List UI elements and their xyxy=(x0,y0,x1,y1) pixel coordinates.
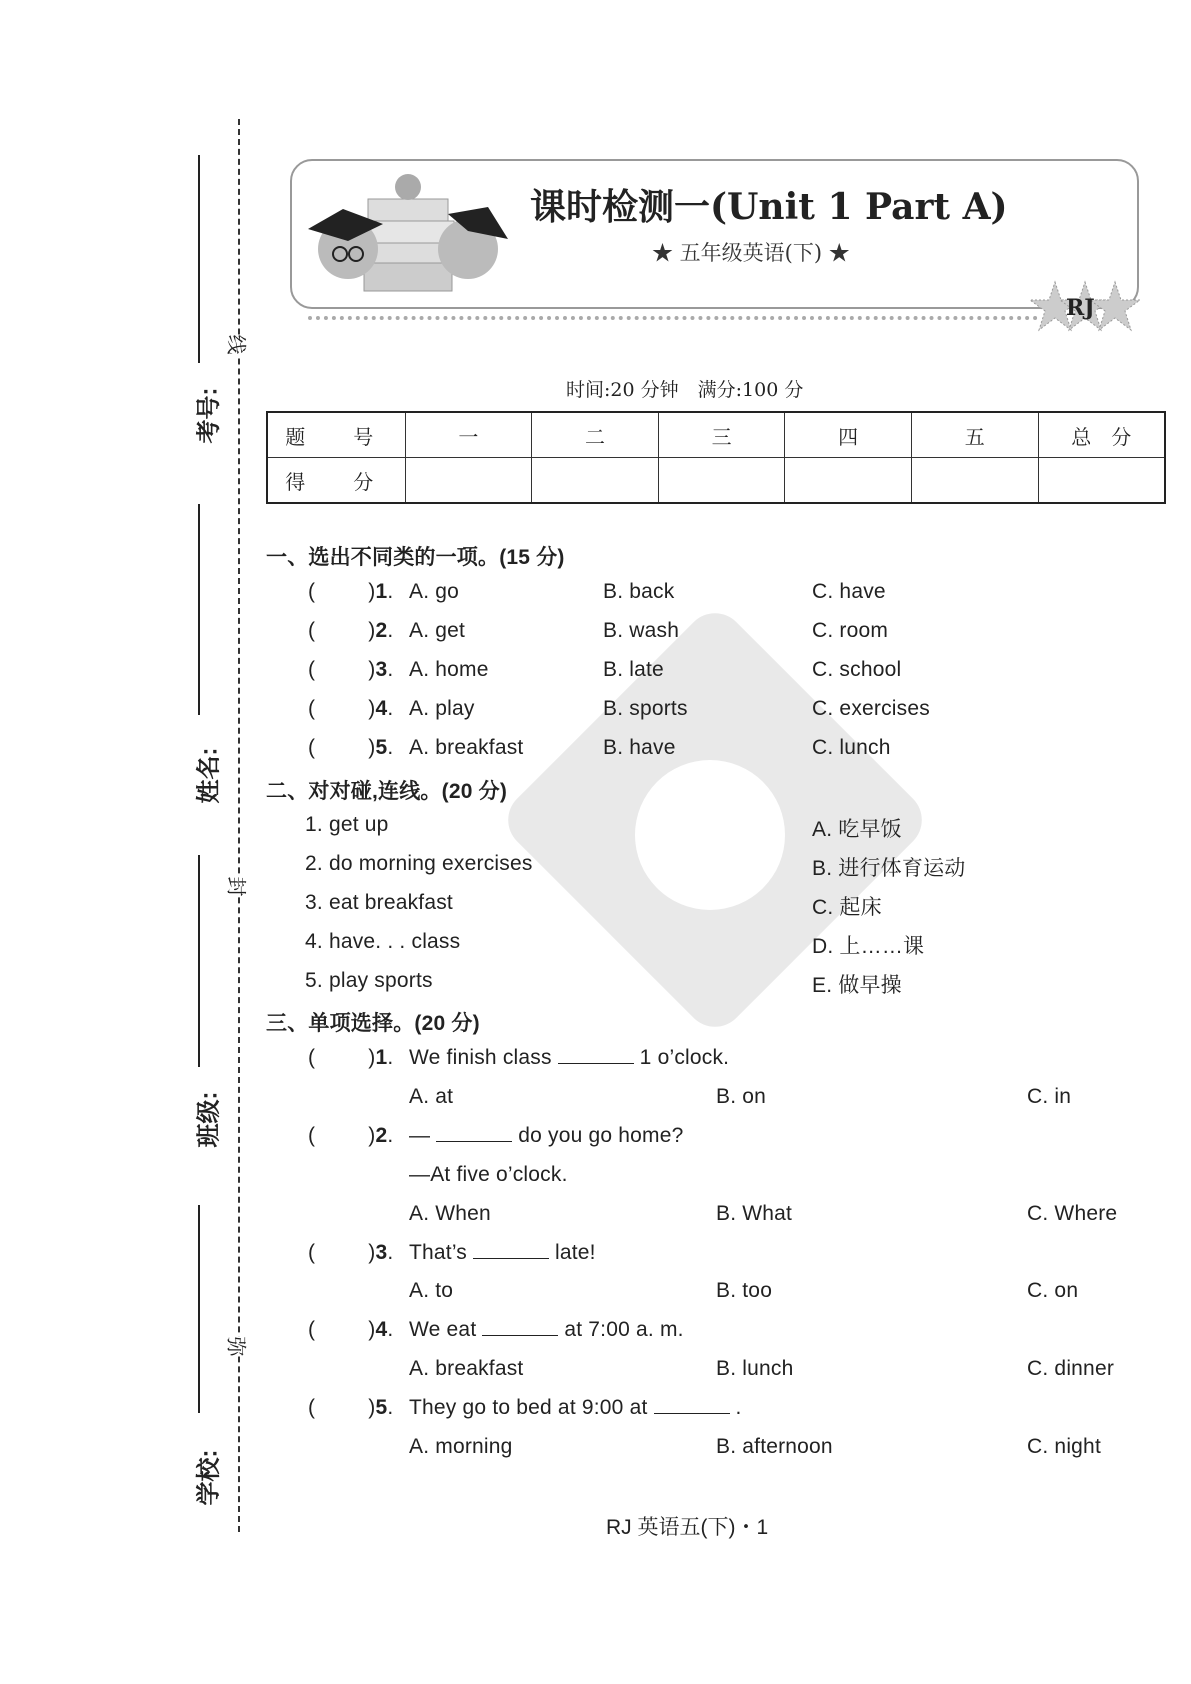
class-line[interactable] xyxy=(198,855,200,1067)
answer-bracket[interactable]: ( )3. xyxy=(308,658,394,681)
watermark-hole xyxy=(635,760,785,910)
score-cell[interactable] xyxy=(405,458,532,504)
option-a: A. breakfast xyxy=(409,1357,524,1380)
option-c: C. lunch xyxy=(812,736,891,759)
score-cell[interactable] xyxy=(785,458,912,504)
option-b: B. on xyxy=(716,1085,767,1108)
question-text xyxy=(409,1124,684,1148)
match-right-item: E. 做早操 xyxy=(812,974,902,997)
time-score-info: 时间:20 分钟 满分:100 分 xyxy=(566,379,804,401)
header-cell: 总 分 xyxy=(1038,412,1165,458)
question-number: 2 xyxy=(375,619,388,642)
option-c: C. Where xyxy=(1027,1202,1118,1225)
answer-blank[interactable] xyxy=(482,1318,558,1336)
option-a: A. breakfast xyxy=(409,736,524,759)
question-number: 1 xyxy=(375,580,388,603)
header-cell: 四 xyxy=(785,412,912,458)
option-c: C. on xyxy=(1027,1279,1079,1302)
dotted-divider xyxy=(308,316,1038,320)
question-number: 3 xyxy=(375,1241,388,1264)
score-table xyxy=(266,411,1166,504)
question-stem-end: late! xyxy=(555,1241,596,1264)
option-c: C. room xyxy=(812,619,889,642)
option-a: A. home xyxy=(409,658,489,681)
option-a: A. go xyxy=(409,580,460,603)
section-1-title: 一、选出不同类的一项。(15 分) xyxy=(266,546,565,569)
question-number: 4 xyxy=(375,697,388,720)
option-b: B. too xyxy=(716,1279,773,1302)
section-2-title: 二、对对碰,连线。(20 分) xyxy=(266,780,508,803)
option-b: B. have xyxy=(603,736,676,759)
answer-bracket[interactable]: ( )1. xyxy=(308,580,394,603)
seal-dashed-line xyxy=(238,119,240,1532)
answer-blank[interactable] xyxy=(654,1396,730,1414)
answer-blank[interactable] xyxy=(473,1241,549,1259)
match-right-item: D. 上……课 xyxy=(812,935,925,958)
option-b: B. sports xyxy=(603,697,688,720)
question-stem-end: at 7:00 a. m. xyxy=(564,1318,684,1341)
option-c: C. in xyxy=(1027,1085,1072,1108)
match-left-item: 5. play sports xyxy=(305,969,433,992)
answer-bracket[interactable]: ( )5. xyxy=(308,736,394,759)
header-cell: 五 xyxy=(911,412,1038,458)
question-number: 5 xyxy=(375,1396,388,1419)
question-text xyxy=(409,1241,596,1265)
option-a: A. at xyxy=(409,1085,454,1108)
option-b: B. afternoon xyxy=(716,1435,833,1458)
option-c: C. night xyxy=(1027,1435,1101,1458)
question-stem: We finish class xyxy=(409,1046,552,1069)
option-a: A. get xyxy=(409,619,466,642)
header-cell: 三 xyxy=(658,412,785,458)
seal-char: 线 xyxy=(224,335,253,355)
title-banner xyxy=(290,159,1139,309)
answer-bracket[interactable]: ( )4. xyxy=(308,1318,394,1341)
page-footer: RJ 英语五(下)・1 xyxy=(606,1516,769,1539)
school-line[interactable] xyxy=(198,1205,200,1413)
option-b: B. wash xyxy=(603,619,680,642)
match-right-item: B. 进行体育运动 xyxy=(812,857,966,880)
question-stem: That’s xyxy=(409,1241,468,1264)
answer-bracket[interactable]: ( )3. xyxy=(308,1241,394,1264)
question-stem: — xyxy=(409,1124,431,1147)
question-reply: —At five o’clock. xyxy=(409,1163,568,1186)
question-number: 4 xyxy=(375,1318,388,1341)
school-label: 学校: xyxy=(195,1449,223,1506)
answer-blank[interactable] xyxy=(558,1046,634,1064)
seal-char: 弥 xyxy=(224,1337,253,1357)
answer-bracket[interactable]: ( )4. xyxy=(308,697,394,720)
header-cell: 一 xyxy=(405,412,532,458)
option-a: A. play xyxy=(409,697,475,720)
question-number: 5 xyxy=(375,736,388,759)
question-text xyxy=(409,1318,684,1342)
page-subtitle: ★ 五年级英语(下) ★ xyxy=(652,241,850,265)
rj-badge: RJ xyxy=(1066,295,1095,321)
question-text xyxy=(409,1396,742,1420)
question-stem-end: 1 o’clock. xyxy=(639,1046,730,1069)
seal-char: 封 xyxy=(224,877,253,897)
question-stem: They go to bed at 9:00 at xyxy=(409,1396,648,1419)
option-a: A. When xyxy=(409,1202,491,1225)
exam-number-label: 考号: xyxy=(195,387,223,444)
question-stem: We eat xyxy=(409,1318,477,1341)
score-cell[interactable] xyxy=(658,458,785,504)
exam-number-line[interactable] xyxy=(198,155,200,363)
score-cell[interactable] xyxy=(911,458,1038,504)
match-left-item: 2. do morning exercises xyxy=(305,852,533,875)
option-a: A. to xyxy=(409,1279,454,1302)
question-text xyxy=(409,1046,729,1070)
option-c: C. dinner xyxy=(1027,1357,1115,1380)
question-stem-end: do you go home? xyxy=(518,1124,684,1147)
question-number: 1 xyxy=(375,1046,388,1069)
answer-blank[interactable] xyxy=(436,1124,512,1142)
header-cell: 二 xyxy=(532,412,659,458)
option-c: C. have xyxy=(812,580,886,603)
option-a: A. morning xyxy=(409,1435,513,1458)
students-books-illustration xyxy=(298,169,518,297)
option-b: B. lunch xyxy=(716,1357,794,1380)
match-left-item: 3. eat breakfast xyxy=(305,891,453,914)
score-cell[interactable] xyxy=(1038,458,1165,504)
option-b: B. late xyxy=(603,658,664,681)
answer-bracket[interactable]: ( )2. xyxy=(308,619,394,642)
section-3-title: 三、单项选择。(20 分) xyxy=(266,1012,480,1035)
option-c: C. school xyxy=(812,658,902,681)
question-stem-end: . xyxy=(735,1396,742,1419)
answer-bracket[interactable]: ( )2. xyxy=(308,1124,394,1147)
name-line[interactable] xyxy=(198,504,200,715)
match-left-item: 4. have. . . class xyxy=(305,930,461,953)
match-right-item: A. 吃早饭 xyxy=(812,818,902,841)
question-number: 2 xyxy=(375,1124,388,1147)
answer-bracket[interactable]: ( )5. xyxy=(308,1396,394,1419)
question-number: 3 xyxy=(375,658,388,681)
option-b: B. What xyxy=(716,1202,793,1225)
name-label: 姓名: xyxy=(195,747,223,804)
answer-bracket[interactable]: ( )1. xyxy=(308,1046,394,1069)
match-left-item: 1. get up xyxy=(305,813,389,836)
class-label: 班级: xyxy=(195,1091,223,1148)
row-label: 得 分 xyxy=(267,458,405,504)
option-b: B. back xyxy=(603,580,675,603)
page-title: 课时检测一(Unit 1 Part A) xyxy=(530,186,1008,228)
match-right-item: C. 起床 xyxy=(812,896,882,919)
score-cell[interactable] xyxy=(532,458,659,504)
header-cell: 题 号 xyxy=(267,412,405,458)
option-c: C. exercises xyxy=(812,697,930,720)
